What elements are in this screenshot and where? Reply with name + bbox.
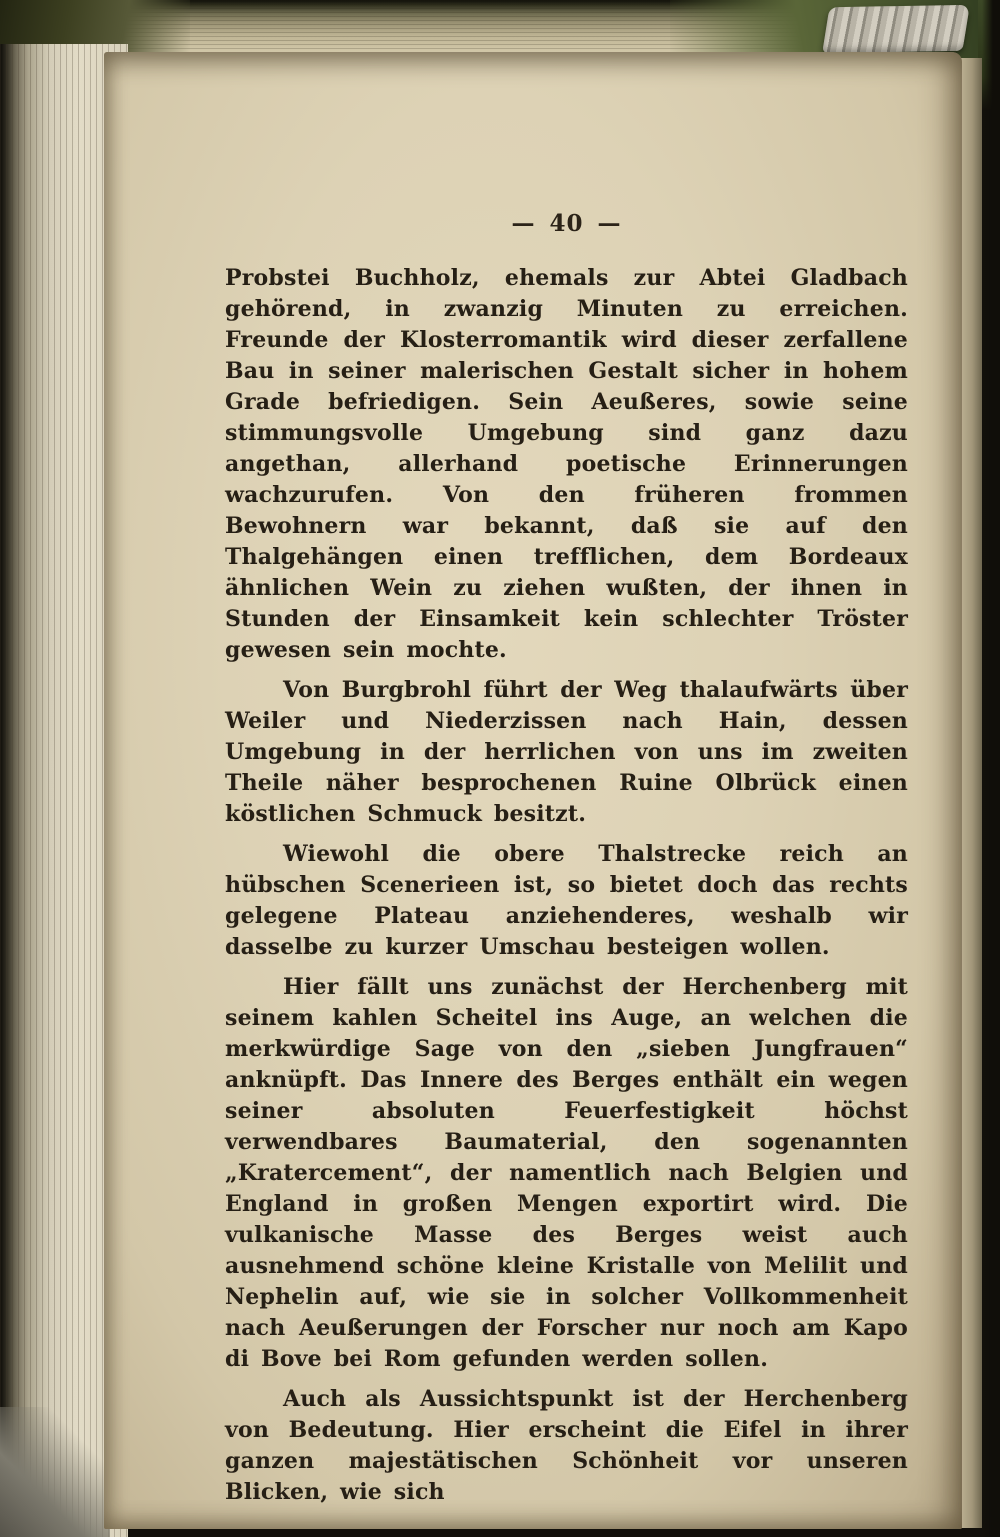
underlying-page-edge-right bbox=[960, 58, 982, 1528]
paragraph: Hier fällt uns zunächst der Herchenberg mit seinem kahlen Scheitel ins Auge, an welchen die merkwürdige Sage von den „sieben Jungfrauen“ anknüpft. Das Innere des Berges enthält ein wegen seiner absoluten Feuerfestigkeit höchst verwendbares Baumaterial, den sogenannten „Kratercement“, der namentlich nach Belgien und England in großen Mengen exportirt wird. Die vulkanische Masse des Berges weist auch ausnehmend schöne kleine Kristalle von Melilit und Nephelin auf, wie sie in solcher Vollkommenheit nach Aeußerungen der Forscher nur noch am Kapo di Bove bei Rom gefunden werden sollen. bbox=[225, 974, 908, 1372]
bottom-left-corner-shadow bbox=[0, 1407, 110, 1537]
paragraph: Von Burgbrohl führt der Weg thalaufwärts über Weiler und Niederzissen nach Hain, dessen Umgebung in der herrlichen von uns im zweiten Theile näher besprochenen Ruine Olbrück einen köstlichen Schmuck besitzt. bbox=[225, 677, 908, 827]
right-edge-shadow bbox=[982, 0, 1000, 1537]
paragraph: Wiewohl die obere Thalstrecke reich an hübschen Scenerieen ist, so bietet doch das rechts gelegene Plateau anziehenderes, weshalb wir dasselbe zu kurzer Umschau besteigen wollen. bbox=[225, 841, 908, 960]
page-number-value: 40 bbox=[549, 210, 584, 237]
paragraph: Auch als Aussichtspunkt ist der Herchenberg von Bedeutung. Hier erscheint die Eifel in ihrer ganzen majestätischen Schönheit vor unseren Blicken, wie sich bbox=[225, 1386, 908, 1505]
page-number bbox=[225, 210, 908, 237]
book-headband bbox=[822, 5, 970, 53]
book-page bbox=[104, 52, 962, 1529]
page-number-dash-right: — bbox=[597, 210, 622, 237]
page-text bbox=[225, 263, 908, 1508]
paragraph: Probstei Buchholz, ehemals zur Abtei Gladbach gehörend, in zwanzig Minuten zu erreichen. Freunde der Klosterromantik wird dieser zerfallene Bau in seiner malerischen Gestalt sicher in hohem Grade befriedigen. Sein Aeußeres, sowie seine stimmungsvolle Umgebung sind ganz dazu angethan, allerhand poetische Erinnerungen wachzurufen. Von den früheren frommen Bewohnern war bekannt, daß sie auf den Thalgehängen einen trefflichen, dem Bordeaux ähnlichen Wein zu ziehen wußten, der ihnen in Stunden der Einsamkeit kein schlechter Tröster gewesen sein mochte. bbox=[225, 265, 908, 663]
page-number-dash-left: — bbox=[511, 210, 536, 237]
